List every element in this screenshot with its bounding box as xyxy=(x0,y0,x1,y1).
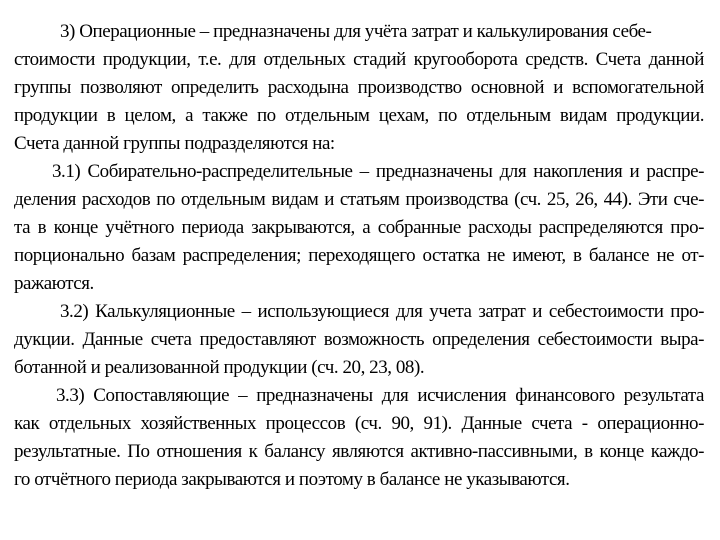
text-line: го отчётного периода закрываются и поэтому в балансе не указываются. xyxy=(14,469,570,490)
text-line: 3) Операционные – предназначены для учёта затрат и калькулирования себе- xyxy=(60,21,652,42)
text-line: Счета данной группы подразделяются на: xyxy=(14,133,335,154)
text-line: порционально базам распределения; переходящего остатка не имеют, в балансе не от- xyxy=(14,245,704,266)
text-line: группы позволяют определить расходына производство основной и вспомогательной xyxy=(14,77,704,98)
text-line: 3.3) Сопоставляющие – предназначены для исчисления финансового результата xyxy=(56,385,704,406)
text-line: 3.2) Калькуляционные – использующиеся для учета затрат и себестоимости про- xyxy=(60,301,704,322)
text-line: как отдельных хозяйственных процессов (сч. 90, 91). Данные счета - операционно- xyxy=(14,413,704,434)
text-line: продукции в целом, а также по отдельным цехам, по отдельным видам продукции. xyxy=(14,105,704,126)
text-line: 3.1) Собирательно-распределительные – предназначены для накопления и распре- xyxy=(52,161,704,182)
text-line: та в конце учётного периода закрываются, а собранные расходы распределяются про- xyxy=(14,217,704,238)
text-line: дукции. Данные счета предоставляют возможность определения себестоимости выра- xyxy=(14,329,704,350)
text-line: ботанной и реализованной продукции (сч. 20, 23, 08). xyxy=(14,357,425,378)
document-page xyxy=(14,14,704,526)
text-line: результатные. По отношения к балансу являются активно-пассивными, в конце каждо- xyxy=(14,441,704,462)
text-line: деления расходов по отдельным видам и статьям производства (сч. 25, 26, 44). Эти сче- xyxy=(14,189,704,210)
text-line: ражаются. xyxy=(14,273,94,294)
text-line: стоимости продукции, т.е. для отдельных стадий кругооборота средств. Счета данной xyxy=(14,49,704,70)
